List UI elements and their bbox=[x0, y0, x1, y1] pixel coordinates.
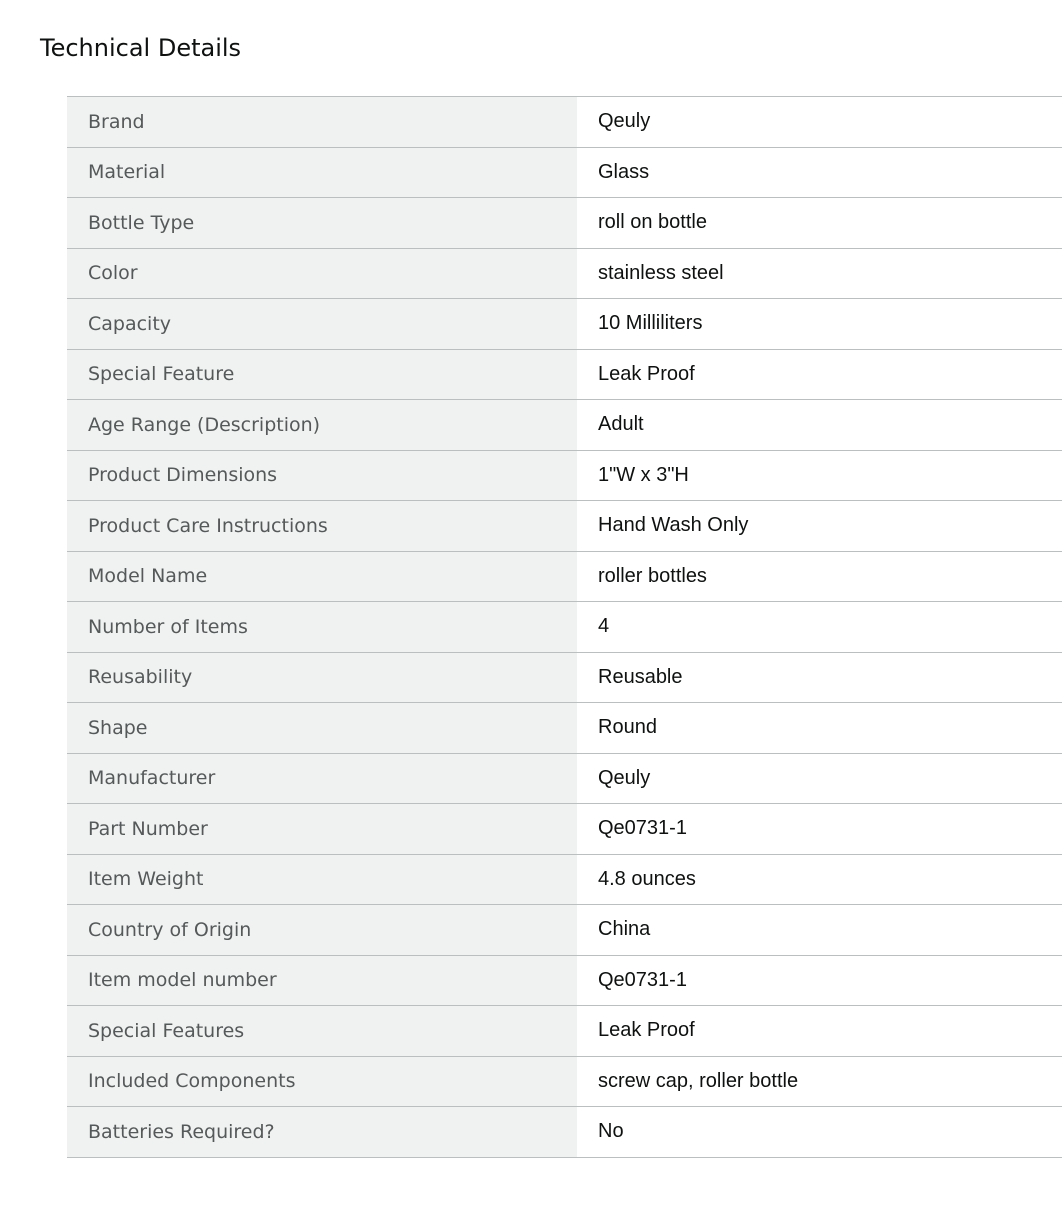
section-title: Technical Details bbox=[40, 34, 242, 62]
detail-row bbox=[67, 955, 1062, 1006]
detail-value: Leak Proof bbox=[577, 349, 1062, 400]
detail-value: screw cap, roller bottle bbox=[577, 1056, 1062, 1107]
detail-row bbox=[67, 753, 1062, 804]
detail-value: 4 bbox=[577, 602, 1062, 653]
detail-key: Product Dimensions bbox=[67, 450, 577, 501]
detail-row bbox=[67, 400, 1062, 451]
detail-key: Shape bbox=[67, 703, 577, 754]
detail-row bbox=[67, 1006, 1062, 1057]
detail-value: roller bottles bbox=[577, 551, 1062, 602]
detail-value: 4.8 ounces bbox=[577, 854, 1062, 905]
detail-row bbox=[67, 299, 1062, 350]
detail-row bbox=[67, 1107, 1062, 1158]
detail-value: Adult bbox=[577, 400, 1062, 451]
detail-value: stainless steel bbox=[577, 248, 1062, 299]
detail-value: 1"W x 3"H bbox=[577, 450, 1062, 501]
detail-key: Special Feature bbox=[67, 349, 577, 400]
detail-row bbox=[67, 349, 1062, 400]
detail-key: Bottle Type bbox=[67, 198, 577, 249]
detail-value: roll on bottle bbox=[577, 198, 1062, 249]
detail-key: Batteries Required? bbox=[67, 1107, 577, 1158]
detail-value: Glass bbox=[577, 147, 1062, 198]
detail-value: Qe0731-1 bbox=[577, 804, 1062, 855]
detail-value: Reusable bbox=[577, 652, 1062, 703]
detail-row bbox=[67, 450, 1062, 501]
detail-key: Included Components bbox=[67, 1056, 577, 1107]
detail-row bbox=[67, 602, 1062, 653]
detail-key: Part Number bbox=[67, 804, 577, 855]
technical-details-body bbox=[67, 97, 1062, 1158]
detail-row bbox=[67, 501, 1062, 552]
detail-row bbox=[67, 1056, 1062, 1107]
detail-row bbox=[67, 652, 1062, 703]
detail-row bbox=[67, 905, 1062, 956]
detail-key: Material bbox=[67, 147, 577, 198]
detail-row bbox=[67, 703, 1062, 754]
detail-value: Hand Wash Only bbox=[577, 501, 1062, 552]
detail-key: Reusability bbox=[67, 652, 577, 703]
detail-key: Manufacturer bbox=[67, 753, 577, 804]
detail-value: 10 Milliliters bbox=[577, 299, 1062, 350]
detail-value: China bbox=[577, 905, 1062, 956]
technical-details-table bbox=[67, 96, 1062, 1158]
detail-row bbox=[67, 804, 1062, 855]
detail-value: Qeuly bbox=[577, 97, 1062, 148]
detail-key: Country of Origin bbox=[67, 905, 577, 956]
detail-key: Capacity bbox=[67, 299, 577, 350]
detail-key: Number of Items bbox=[67, 602, 577, 653]
detail-row bbox=[67, 147, 1062, 198]
detail-key: Item Weight bbox=[67, 854, 577, 905]
detail-row bbox=[67, 198, 1062, 249]
detail-key: Color bbox=[67, 248, 577, 299]
detail-key: Brand bbox=[67, 97, 577, 148]
detail-value: Qe0731-1 bbox=[577, 955, 1062, 1006]
detail-value: No bbox=[577, 1107, 1062, 1158]
detail-key: Special Features bbox=[67, 1006, 577, 1057]
detail-value: Qeuly bbox=[577, 753, 1062, 804]
detail-value: Leak Proof bbox=[577, 1006, 1062, 1057]
detail-row bbox=[67, 854, 1062, 905]
detail-value: Round bbox=[577, 703, 1062, 754]
detail-key: Product Care Instructions bbox=[67, 501, 577, 552]
detail-key: Age Range (Description) bbox=[67, 400, 577, 451]
detail-row bbox=[67, 248, 1062, 299]
detail-key: Item model number bbox=[67, 955, 577, 1006]
detail-row bbox=[67, 97, 1062, 148]
detail-row bbox=[67, 551, 1062, 602]
detail-key: Model Name bbox=[67, 551, 577, 602]
